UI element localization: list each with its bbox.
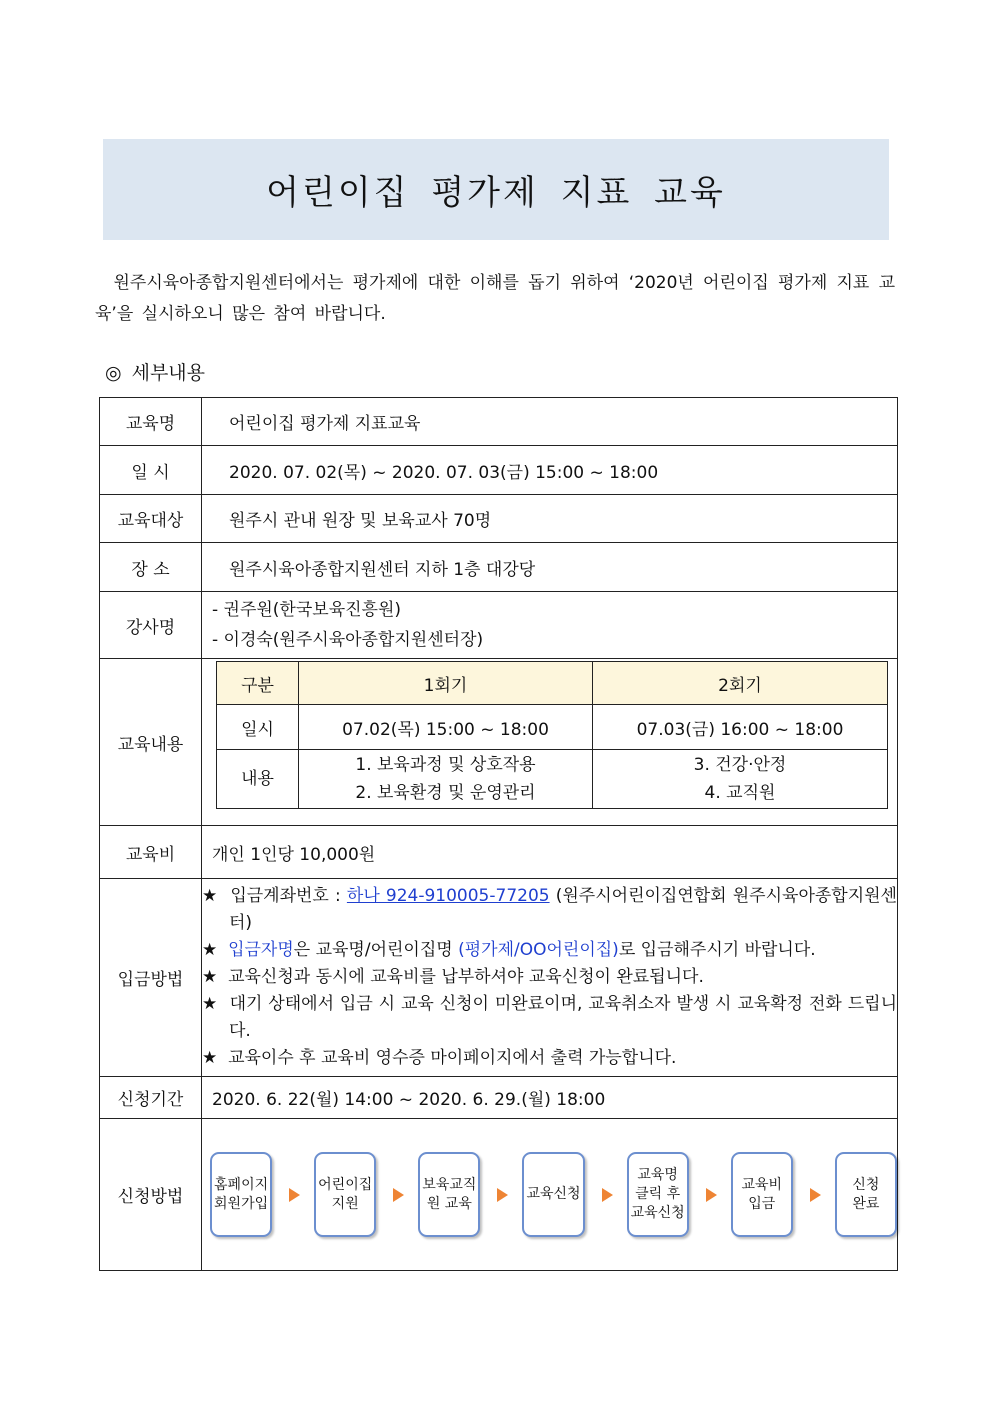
row-method bbox=[100, 1119, 898, 1271]
arrow-right-icon bbox=[497, 1188, 508, 1202]
arrow-right-icon bbox=[289, 1188, 300, 1202]
session-date: 07.02(목) 15:00 ~ 18:00 bbox=[299, 705, 593, 750]
row-place bbox=[100, 543, 898, 592]
row-label: 일시 bbox=[217, 705, 299, 750]
intro-text: 원주시육아종합지원센터에서는 평가제에 대한 이해를 돕기 위하여 ‘2020년 어린이집 평가제 지표 교육’을 실시하오니 많은 참여 바랍니다. bbox=[95, 273, 895, 324]
session-table bbox=[216, 661, 888, 809]
payment-note: ★ 교육신청과 동시에 교육비를 납부하셔야 교육신청이 완료됩니다. bbox=[202, 967, 704, 987]
arrow-right-icon bbox=[706, 1188, 717, 1202]
header-cell: 2회기 bbox=[593, 662, 888, 705]
payment-note: ★ 교육이수 후 교육비 영수증 마이페이지에서 출력 가능합니다. bbox=[202, 1048, 677, 1068]
star-icon: ★ bbox=[202, 994, 218, 1014]
star-icon: ★ bbox=[202, 1048, 218, 1068]
payment-depositor: ★ 입금자명은 교육명/어린이집명 (평가제/OO어린이집)로 입금해주시기 바랍니다. bbox=[202, 940, 816, 960]
row-label: 신청방법 bbox=[100, 1119, 202, 1271]
row-label: 교육비 bbox=[100, 826, 202, 879]
row-date bbox=[100, 446, 898, 495]
row-value: 개인 1인당 10,000원 bbox=[202, 826, 898, 879]
row-value: 2020. 6. 22(월) 14:00 ~ 2020. 6. 29.(월) 18:00 bbox=[202, 1077, 898, 1119]
row-payment bbox=[100, 879, 898, 1077]
row-name bbox=[100, 398, 898, 446]
lecturer-item: - 이경숙(원주시육아종합지원센터장) bbox=[212, 630, 484, 650]
session-content-row bbox=[217, 750, 888, 809]
session-header-row bbox=[217, 662, 888, 705]
row-label: 입금방법 bbox=[100, 879, 202, 1077]
session-topics bbox=[593, 750, 888, 809]
row-label: 교육대상 bbox=[100, 495, 202, 543]
star-icon: ★ bbox=[202, 886, 218, 906]
payment-info bbox=[202, 879, 898, 1077]
title-banner bbox=[103, 139, 889, 240]
header-cell: 1회기 bbox=[299, 662, 593, 705]
arrow-right-icon bbox=[810, 1188, 821, 1202]
flow-step: 보육교직 원 교육 bbox=[418, 1152, 480, 1237]
topic-item: 1. 보육과정 및 상호작용 bbox=[355, 755, 536, 775]
row-content bbox=[100, 659, 898, 826]
topic-item: 4. 교직원 bbox=[704, 783, 776, 803]
topic-item: 2. 보육환경 및 운영관리 bbox=[355, 783, 536, 803]
row-target bbox=[100, 495, 898, 543]
row-label: 교육명 bbox=[100, 398, 202, 446]
row-label: 일 시 bbox=[100, 446, 202, 495]
intro-paragraph bbox=[95, 268, 895, 330]
flow-step: 어린이집 지원 bbox=[314, 1152, 376, 1237]
double-circle-icon: ◎ bbox=[105, 362, 122, 384]
details-table bbox=[99, 397, 898, 1271]
row-label: 내용 bbox=[217, 750, 299, 809]
payment-note: ★ 대기 상태에서 입금 시 교육 신청이 미완료이며, 교육취소자 발생 시 교육확정 전화 드립니다. bbox=[202, 994, 897, 1041]
flow-step: 신청 완료 bbox=[835, 1152, 897, 1237]
row-value: 원주시 관내 원장 및 보육교사 70명 bbox=[202, 495, 898, 543]
row-label: 강사명 bbox=[100, 592, 202, 659]
row-label: 신청기간 bbox=[100, 1077, 202, 1119]
application-flow bbox=[202, 1120, 897, 1270]
star-icon: ★ bbox=[202, 940, 218, 960]
row-label: 교육내용 bbox=[100, 659, 202, 826]
header-cell: 구분 bbox=[217, 662, 299, 705]
section-heading bbox=[105, 358, 205, 385]
row-lecturer bbox=[100, 592, 898, 659]
arrow-right-icon bbox=[602, 1188, 613, 1202]
row-value: 어린이집 평가제 지표교육 bbox=[202, 398, 898, 446]
star-icon: ★ bbox=[202, 967, 218, 987]
page-title: 어린이집 평가제 지표 교육 bbox=[266, 173, 726, 213]
row-value: 2020. 07. 02(목) ~ 2020. 07. 03(금) 15:00 ~ 18:00 bbox=[202, 446, 898, 495]
lecturer-item: - 권주원(한국보육진흥원) bbox=[212, 600, 402, 620]
session-topics bbox=[299, 750, 593, 809]
payment-account: ★ 입금계좌번호 : 하나 924-910005-77205 (원주시어린이집연합회 원주시육아종합지원센터) bbox=[202, 886, 897, 933]
lecturer-list bbox=[202, 592, 898, 659]
account-number: 하나 924-910005-77205 bbox=[346, 886, 550, 906]
content-cell bbox=[202, 659, 898, 826]
flow-step: 교육신청 bbox=[522, 1152, 584, 1237]
flow-step: 홈페이지 회원가입 bbox=[210, 1152, 272, 1237]
topic-item: 3. 건강·안정 bbox=[693, 755, 787, 775]
row-fee bbox=[100, 826, 898, 879]
flow-step: 교육명 클릭 후 교육신청 bbox=[627, 1152, 689, 1237]
row-label: 장 소 bbox=[100, 543, 202, 592]
session-date: 07.03(금) 16:00 ~ 18:00 bbox=[593, 705, 888, 750]
method-cell bbox=[202, 1119, 898, 1271]
session-date-row bbox=[217, 705, 888, 750]
section-label: 세부내용 bbox=[131, 362, 206, 384]
row-period bbox=[100, 1077, 898, 1119]
flow-step: 교육비 입금 bbox=[731, 1152, 793, 1237]
arrow-right-icon bbox=[393, 1188, 404, 1202]
row-value: 원주시육아종합지원센터 지하 1층 대강당 bbox=[202, 543, 898, 592]
